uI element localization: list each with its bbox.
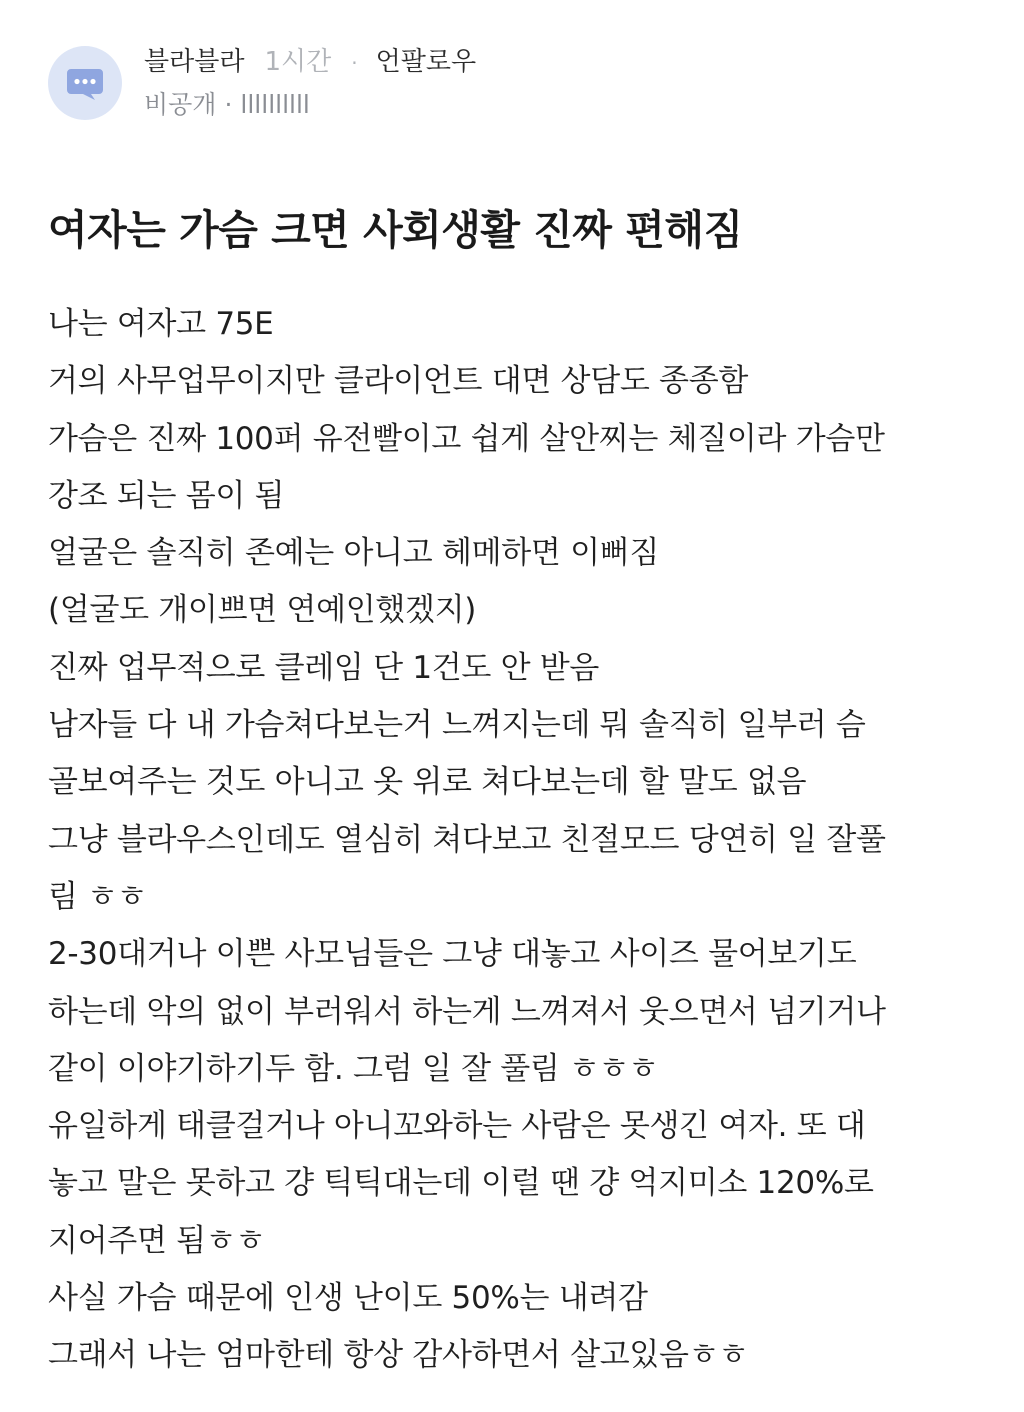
post-body-line: 나는 여자고 75E — [48, 306, 274, 342]
post-body-line: 사실 가슴 때문에 인생 난이도 50%는 내려감 — [48, 1280, 648, 1317]
post-body-line: 그냥 블라우스인데도 열심히 쳐다보고 친절모드 당연히 일 잘풀 — [48, 821, 886, 858]
author-separator: · — [224, 89, 233, 119]
post-body-line: 2-30대거나 이쁜 사모님들은 그냥 대놓고 사이즈 물어보기도 — [48, 936, 857, 973]
post-time: 1시간 — [264, 46, 332, 77]
author-name-masked: llllllllll — [240, 89, 310, 119]
post-title: 여자는 가슴 크면 사회생활 진짜 편해짐 — [48, 206, 743, 254]
post-header — [48, 0, 976, 122]
post-body-line: 남자들 다 내 가슴쳐다보는거 느껴지는데 뭐 솔직히 일부러 슴 — [48, 707, 866, 744]
board-name-link[interactable]: 블라블라 — [144, 46, 245, 77]
post-body-line: 얼굴은 솔직히 존예는 아니고 헤메하면 이뻐짐 — [48, 535, 660, 572]
post-body-line: 강조 되는 몸이 됨 — [48, 477, 285, 514]
visibility-label: 비공개 — [144, 89, 217, 119]
post-body-line: (얼굴도 개이쁘면 연예인했겠지) — [48, 592, 477, 629]
post-body-line: 가슴은 진짜 100퍼 유전빨이고 쉽게 살안찌는 체질이라 가슴만 — [48, 420, 885, 457]
speech-bubble-icon — [65, 63, 105, 103]
post-meta — [144, 45, 476, 122]
board-avatar[interactable] — [48, 46, 122, 120]
post-body — [48, 296, 976, 1385]
author-row — [144, 88, 476, 122]
post-body-line: 거의 사무업무이지만 클라이언트 대면 상담도 종종함 — [48, 363, 748, 400]
post-body-line: 그래서 나는 엄마한테 항상 감사하면서 살고있음ㅎㅎ — [48, 1337, 748, 1374]
post-body-line: 하는데 악의 없이 부러워서 하는게 느껴져서 웃으면서 넘기거나 — [48, 993, 886, 1030]
post-body-line: 지어주면 됨ㅎㅎ — [48, 1222, 266, 1259]
post-meta-row — [144, 45, 476, 80]
post-body-line: 진짜 업무적으로 클레임 단 1건도 안 받음 — [48, 649, 600, 686]
post-body-line: 유일하게 태클걸거나 아니꼬와하는 사람은 못생긴 여자. 또 대 — [48, 1108, 866, 1145]
author-company[interactable]: 언팔로우 — [375, 46, 477, 77]
post-body-line: 림 ㅎㅎ — [48, 878, 147, 915]
post-body-line: 놓고 말은 못하고 걍 틱틱대는데 이럴 땐 걍 억지미소 120%로 — [48, 1165, 874, 1202]
post-body-line: 골보여주는 것도 아니고 옷 위로 쳐다보는데 할 말도 없음 — [48, 764, 807, 801]
meta-dot: · — [351, 50, 358, 75]
post-body-line: 같이 이야기하기두 함. 그럼 일 잘 풀림 ㅎㅎㅎ — [48, 1050, 659, 1087]
